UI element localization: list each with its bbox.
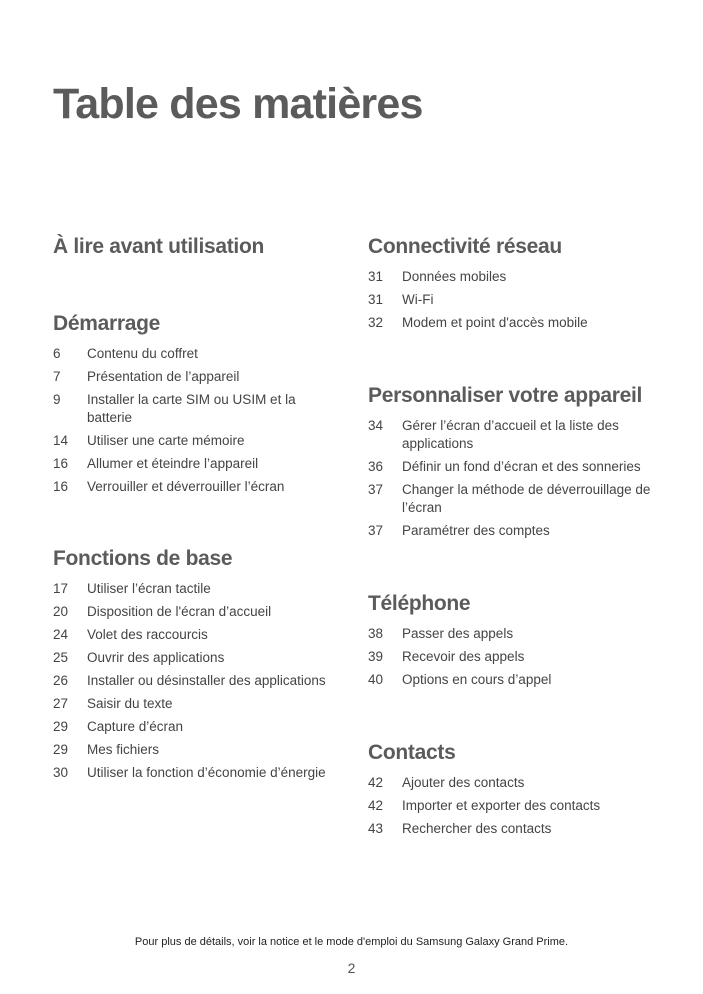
entry-page-number: 25 — [53, 650, 69, 665]
page-title: Table des matières — [53, 80, 423, 128]
entry-page-number: 43 — [368, 821, 384, 836]
toc-entry[interactable] — [368, 481, 668, 517]
page-number: 2 — [347, 960, 356, 976]
toc-entry[interactable] — [53, 695, 353, 713]
entry-title: Ajouter des contacts — [402, 775, 525, 790]
toc-entry[interactable] — [53, 432, 353, 450]
section-heading[interactable]: À lire avant utilisation — [53, 235, 265, 258]
toc-entry[interactable] — [368, 774, 668, 792]
toc-section — [368, 738, 668, 838]
entry-title: Wi-Fi — [402, 292, 434, 307]
entry-title: Disposition de l'écran d’accueil — [87, 604, 272, 619]
entry-page-number: 36 — [368, 459, 384, 474]
entry-title: Changer la méthode de déverrouillage de l’écran — [402, 482, 651, 515]
entry-title: Définir un fond d’écran et des sonneries — [402, 459, 641, 474]
toc-section — [53, 544, 353, 782]
toc-section — [368, 232, 668, 332]
entry-title: Données mobiles — [402, 269, 507, 284]
toc-entry[interactable] — [53, 478, 353, 496]
toc-entry[interactable] — [368, 625, 668, 643]
entry-page-number: 42 — [368, 798, 384, 813]
entry-title: Présentation de l’appareil — [87, 369, 240, 384]
entry-page-number: 29 — [53, 742, 69, 757]
toc-entry[interactable] — [368, 522, 668, 540]
entry-title: Utiliser une carte mémoire — [87, 433, 245, 448]
toc-entry[interactable] — [368, 671, 668, 689]
entry-title: Utiliser l’écran tactile — [87, 581, 211, 596]
toc-right-column — [368, 232, 668, 843]
toc-entry[interactable] — [53, 718, 353, 736]
footnote: Pour plus de détails, voir la notice et le mode d'emploi du Samsung Galaxy Grand Prime. — [134, 936, 569, 948]
toc-entry[interactable] — [53, 741, 353, 759]
toc-entry[interactable] — [53, 672, 353, 690]
toc-left-column — [53, 232, 353, 787]
toc-entry[interactable] — [368, 314, 668, 332]
entry-title: Mes fichiers — [87, 742, 160, 757]
toc-entry[interactable] — [368, 268, 668, 286]
toc-entry[interactable] — [368, 291, 668, 309]
entry-title: Ouvrir des applications — [87, 650, 225, 665]
entry-page-number: 20 — [53, 604, 69, 619]
toc-entry[interactable] — [53, 345, 353, 363]
entry-title: Recevoir des appels — [402, 649, 525, 664]
section-heading[interactable]: Contacts — [368, 741, 456, 764]
entry-title: Contenu du coffret — [87, 346, 198, 361]
entry-page-number: 16 — [53, 456, 69, 471]
entry-page-number: 39 — [368, 649, 384, 664]
toc-entry[interactable] — [53, 368, 353, 386]
entry-page-number: 31 — [368, 269, 384, 284]
entry-page-number: 29 — [53, 719, 69, 734]
entry-title: Saisir du texte — [87, 696, 173, 711]
toc-section — [368, 589, 668, 689]
entry-title: Modem et point d'accès mobile — [402, 315, 588, 330]
entry-title: Allumer et éteindre l’appareil — [87, 456, 259, 471]
entry-title: Capture d’écran — [87, 719, 184, 734]
entry-title: Importer et exporter des contacts — [402, 798, 601, 813]
entry-title: Options en cours d’appel — [402, 672, 552, 687]
entry-page-number: 26 — [53, 673, 69, 688]
section-heading[interactable]: Fonctions de base — [53, 547, 233, 570]
entry-page-number: 24 — [53, 627, 69, 642]
toc-entry[interactable] — [53, 626, 353, 644]
entry-page-number: 7 — [53, 369, 61, 384]
entry-title: Volet des raccourcis — [87, 627, 208, 642]
toc-section — [53, 309, 353, 496]
toc-entry[interactable] — [53, 649, 353, 667]
entry-page-number: 9 — [53, 392, 61, 407]
toc-entry[interactable] — [368, 797, 668, 815]
entry-page-number: 32 — [368, 315, 384, 330]
toc-entry[interactable] — [368, 417, 668, 453]
toc-section — [368, 381, 668, 540]
entry-title: Rechercher des contacts — [402, 821, 552, 836]
toc-entry[interactable] — [53, 580, 353, 598]
entry-title: Installer la carte SIM ou USIM et la batterie — [87, 392, 296, 425]
entry-page-number: 16 — [53, 479, 69, 494]
entry-page-number: 42 — [368, 775, 384, 790]
entry-page-number: 37 — [368, 482, 384, 497]
toc-entry[interactable] — [368, 458, 668, 476]
entry-title: Gérer l’écran d’accueil et la liste des applications — [402, 418, 619, 451]
entry-page-number: 37 — [368, 523, 384, 538]
entry-page-number: 27 — [53, 696, 69, 711]
toc-entry[interactable] — [368, 648, 668, 666]
section-heading[interactable]: Connectivité réseau — [368, 235, 562, 258]
entry-title: Utiliser la fonction d’économie d’énergie — [87, 765, 326, 780]
toc-entry[interactable] — [53, 764, 353, 782]
entry-page-number: 31 — [368, 292, 384, 307]
entry-title: Paramétrer des comptes — [402, 523, 550, 538]
entry-page-number: 17 — [53, 581, 69, 596]
entry-title: Installer ou désinstaller des applications — [87, 673, 326, 688]
entry-page-number: 40 — [368, 672, 384, 687]
entry-title: Verrouiller et déverrouiller l’écran — [87, 479, 285, 494]
toc-entry[interactable] — [53, 603, 353, 621]
toc-entry[interactable] — [53, 455, 353, 473]
entry-page-number: 30 — [53, 765, 69, 780]
entry-page-number: 6 — [53, 346, 61, 361]
section-heading[interactable]: Personnaliser votre appareil — [368, 384, 643, 407]
entry-page-number: 34 — [368, 418, 384, 433]
toc-entry[interactable] — [53, 391, 353, 427]
entry-page-number: 14 — [53, 433, 69, 448]
toc-section — [53, 232, 353, 262]
section-heading[interactable]: Téléphone — [368, 592, 471, 615]
section-heading[interactable]: Démarrage — [53, 312, 161, 335]
toc-entry[interactable] — [368, 820, 668, 838]
entry-title: Passer des appels — [402, 626, 514, 641]
entry-page-number: 38 — [368, 626, 384, 641]
